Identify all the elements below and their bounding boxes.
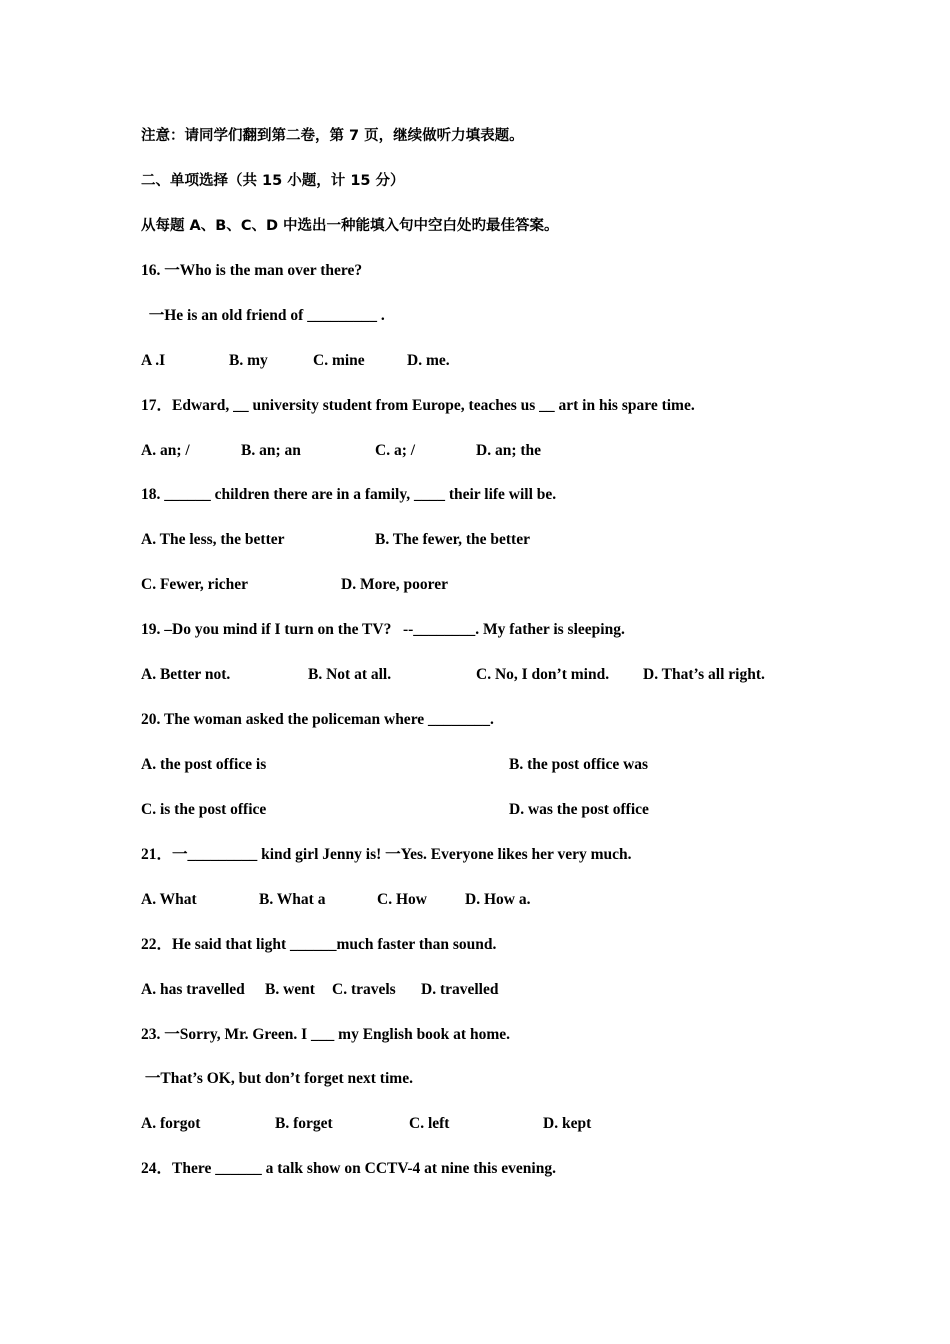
- question-16-option-c: C. mine: [313, 352, 365, 369]
- question-16-option-b: B. my: [229, 352, 268, 369]
- instructions-text: 从每题 A、B、C、D 中选出一种能填入句中空白处旳最佳答案。: [141, 218, 559, 234]
- question-20-option-b: B. the post office was: [509, 756, 649, 773]
- question-23-stem: 23. 一Sorry, Mr. Green. I ___ my English book at home.: [141, 1026, 511, 1043]
- question-23-option-b: B. forget: [275, 1115, 333, 1132]
- question-17-option-a: A. an; /: [141, 442, 190, 459]
- question-23-option-d: D. kept: [543, 1115, 592, 1132]
- question-19-option-c: C. No, I don’t mind.: [476, 666, 610, 683]
- question-23-option-a: A. forgot: [141, 1115, 201, 1132]
- question-17-option-d: D. an; the: [476, 442, 542, 459]
- section-title: 二、单项选择（共 15 小题，计 15 分）: [141, 173, 405, 189]
- question-22-option-b: B. went: [265, 981, 315, 998]
- question-16-stem-reply: 一He is an old friend of _________ .: [141, 307, 385, 324]
- question-22-option-a: A. has travelled: [141, 981, 245, 998]
- question-17-stem: 17．Edward, __ university student from Europe, teaches us __ art in his spare time.: [141, 397, 695, 414]
- notice-text: 注意：请同学们翻到第二卷，第 7 页，继续做听力填表题。: [141, 128, 524, 144]
- question-19-stem: 19. –Do you mind if I turn on the TV? --________. My father is sleeping.: [141, 621, 625, 638]
- question-18-option-c: C. Fewer, richer: [141, 576, 249, 593]
- question-17-option-c: C. a; /: [375, 442, 416, 459]
- question-18-stem: 18. ______ children there are in a family, ____ their life will be.: [141, 486, 557, 503]
- question-19-option-a: A. Better not.: [141, 666, 231, 683]
- question-20-option-c: C. is the post office: [141, 801, 267, 818]
- question-21-option-b: B. What a: [259, 891, 326, 908]
- question-16-option-a: A .I: [141, 352, 166, 369]
- question-20-option-a: A. the post office is: [141, 756, 267, 773]
- question-18-option-d: D. More, poorer: [341, 576, 449, 593]
- question-20-option-d: D. was the post office: [509, 801, 649, 818]
- question-23-option-c: C. left: [409, 1115, 450, 1132]
- question-21-option-a: A. What: [141, 891, 197, 908]
- question-18-option-b: B. The fewer, the better: [375, 531, 530, 548]
- question-22-stem: 22．He said that light ______much faster than sound.: [141, 936, 497, 953]
- question-16-stem: 16. 一Who is the man over there?: [141, 262, 363, 279]
- question-17-option-b: B. an; an: [241, 442, 301, 459]
- question-22-option-c: C. travels: [332, 981, 396, 998]
- question-20-stem: 20. The woman asked the policeman where ________.: [141, 711, 494, 728]
- question-21-option-d: D. How a.: [465, 891, 531, 908]
- question-22-option-d: D. travelled: [421, 981, 499, 998]
- question-24-stem: 24．There ______ a talk show on CCTV-4 at nine this evening.: [141, 1160, 556, 1177]
- question-19-option-b: B. Not at all.: [308, 666, 392, 683]
- question-21-option-c: C. How: [377, 891, 427, 908]
- question-18-option-a: A. The less, the better: [141, 531, 285, 548]
- question-16-option-d: D. me.: [407, 352, 450, 369]
- question-23-stem-reply: 一That’s OK, but don’t forget next time.: [141, 1070, 413, 1087]
- question-21-stem: 21．一_________ kind girl Jenny is! 一Yes. Everyone likes her very much.: [141, 846, 632, 863]
- question-19-option-d: D. That’s all right.: [643, 666, 765, 683]
